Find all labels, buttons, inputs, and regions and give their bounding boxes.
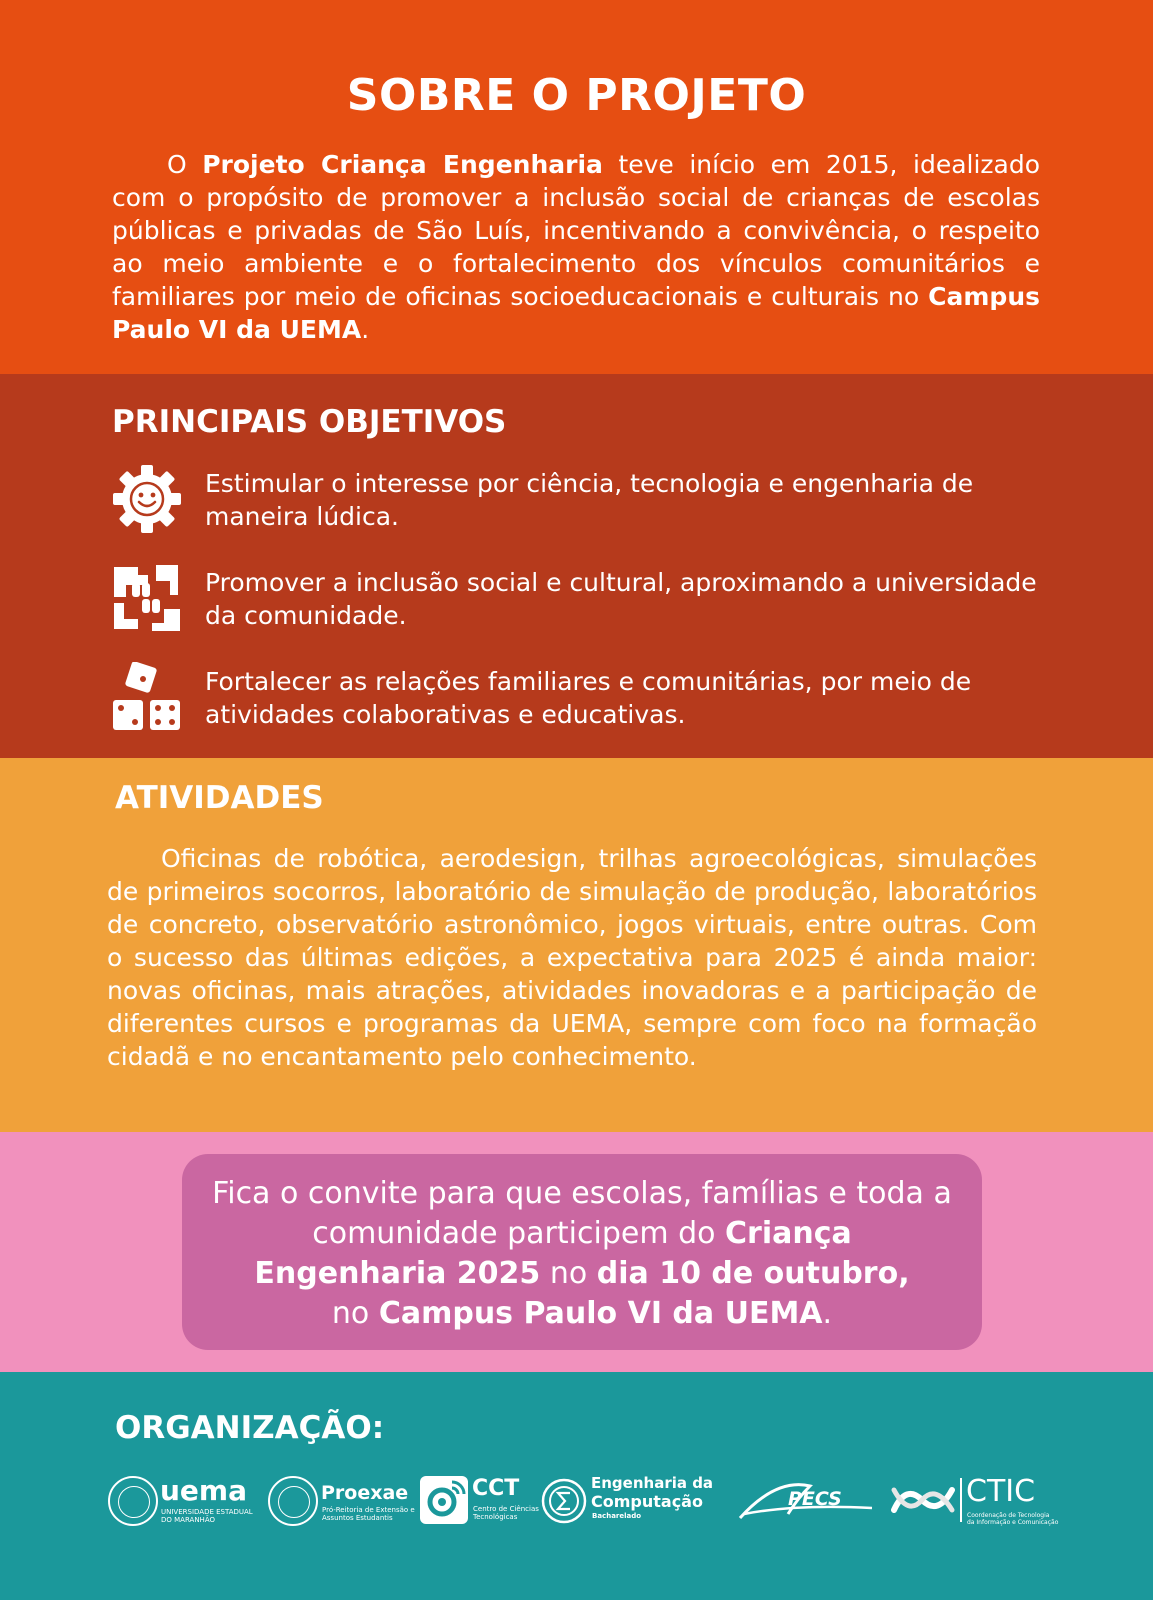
invite-box: Fica o convite para que escolas, famílias e toda a comunidade participem do Criança Engenharia 2025 no dia 10 de outubro, no Campus Paulo VI da UEMA.: [182, 1154, 982, 1350]
proexae-seal-icon: [268, 1476, 318, 1526]
event-location: Campus Paulo VI da UEMA: [378, 1296, 823, 1331]
engenharia-computacao-logo: Engenharia da Computação Bacharelado: [541, 1468, 726, 1534]
objective-item: [112, 563, 1042, 639]
objective-text: Fortalecer as relações familiares e comunitárias, por meio de atividades colaborativas e educativas.: [205, 667, 972, 729]
proexae-logo: Proexae Pró-Reitoria de Extensão e Assuntos Estudantis: [268, 1468, 413, 1534]
smiling-gear-icon: [112, 464, 182, 534]
invite-section: [0, 1132, 1153, 1372]
dice-icon: [112, 662, 182, 732]
organization-section: [0, 1372, 1153, 1600]
objectives-section: [0, 374, 1153, 758]
about-title: SOBRE O PROJETO: [346, 70, 807, 121]
pecs-logo: PECS: [736, 1468, 876, 1534]
objectives-title: PRINCIPAIS OBJETIVOS: [112, 404, 507, 440]
uema-seal-icon: [108, 1476, 158, 1526]
sigma-circle-icon: [541, 1478, 587, 1524]
organization-title: ORGANIZAÇÃO:: [115, 1410, 385, 1446]
uema-logo: uema UNIVERSIDADE ESTADUAL DO MARANHÃO: [108, 1468, 258, 1534]
about-paragraph: O Projeto Criança Engenharia teve início em 2015, idealizado com o propósito de promover a inclusão social de crianças de escolas públicas e privadas de São Luís, incentivando a convivência, o respeito ao meio ambiente e o fortalecimento dos vínculos comunitários e familiares por meio de oficinas socioeducacionais e culturais no Campus Paulo VI da UEMA.: [112, 150, 1041, 344]
objective-text: Estimular o interesse por ciência, tecnologia e engenharia de maneira lúdica.: [205, 469, 974, 531]
cct-gear-icon: [420, 1476, 468, 1524]
objective-item: [112, 464, 1042, 540]
project-name: Projeto Criança Engenharia: [202, 150, 603, 179]
ctic-divider: [960, 1478, 962, 1522]
activities-title: ATIVIDADES: [115, 780, 324, 816]
about-section: [0, 0, 1153, 374]
campus-name: Campus Paulo VI da UEMA: [112, 282, 1040, 344]
activities-paragraph: Oficinas de robótica, aerodesign, trilhas agroecológicas, simulações de primeiros socorros, laboratório de simulação de produção, laboratórios de concreto, observatório astronômico, jogos virtuais, entre outras. Com o sucesso das últimas edições, a expectativa para 2025 é ainda maior: novas oficinas, mais atrações, atividades inovadoras e a participação de diferentes cursos e programas da UEMA, sempre com foco na formação cidadã e no encantamento pelo conhecimento.: [107, 844, 1037, 1071]
activities-section: [0, 758, 1153, 1132]
objective-item: [112, 662, 1042, 738]
ctic-logo: CTIC Coordenação de Tecnologia da Informação e Comunicação: [890, 1468, 1060, 1534]
organization-logos: [108, 1468, 1058, 1534]
event-date: dia 10 de outubro,: [596, 1256, 910, 1291]
joined-hands-icon: [112, 563, 182, 633]
event-name: Criança Engenharia 2025: [254, 1216, 852, 1291]
ctic-waves-icon: [890, 1482, 956, 1518]
objective-text: Promover a inclusão social e cultural, aproximando a universidade da comunidade.: [205, 568, 1037, 630]
cct-logo: CCT Centro de Ciências Tecnológicas: [420, 1468, 535, 1534]
